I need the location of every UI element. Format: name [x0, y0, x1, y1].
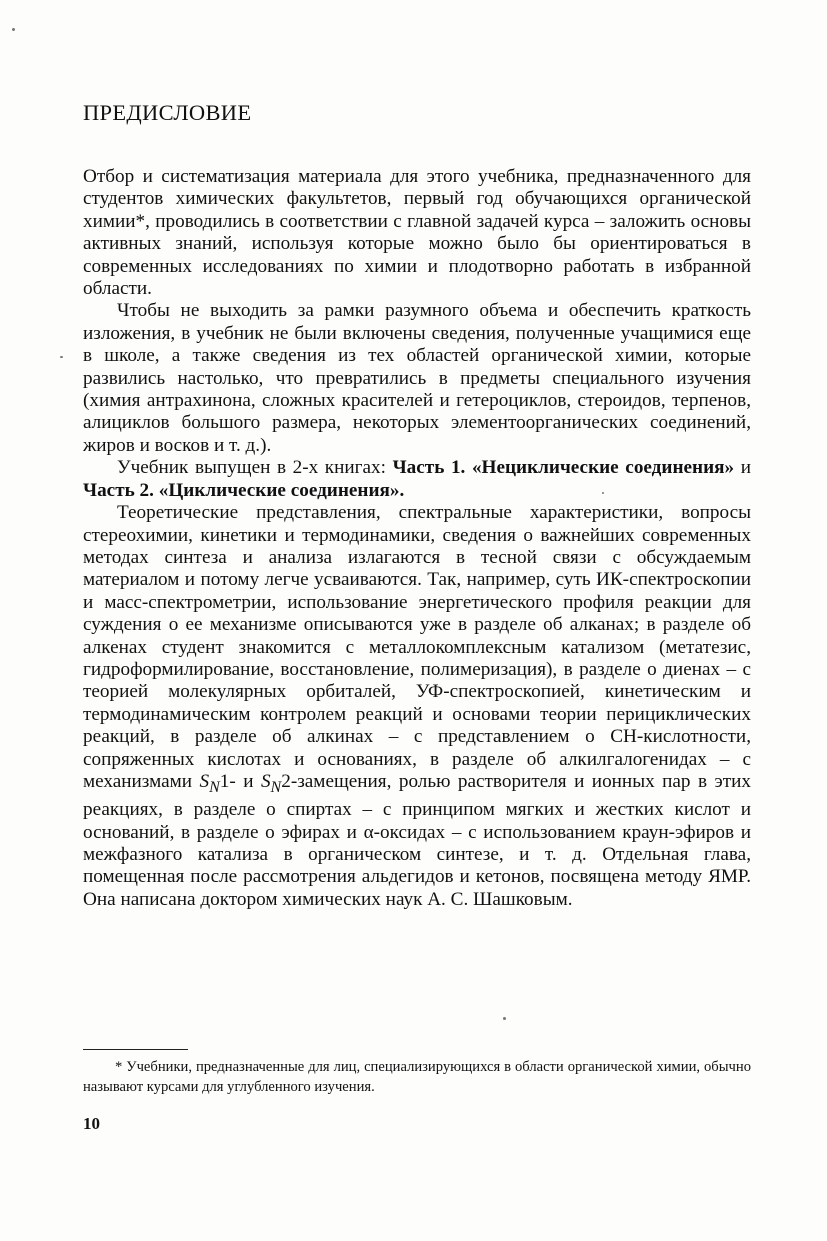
sn2-s: S — [260, 770, 271, 792]
page-number: 10 — [83, 1114, 100, 1133]
paragraph-4-part-a: Теоретические представления, спектральные характеристики, вопросы стереохимии, кинетики и термодинамики, сведения о важнейших современных методах синтеза и анализа излагаются в тесной связи с обсуждаемым материалом и потому легче усваиваются. Так, например, суть ИК-спектроскопии и масс-спектрометрии, использование энергетического профиля реакции для суждения о ее механизме описываются уже в разделе об алканах; в разделе об алкенах студент знакомится с металлокомплексным катализом (метатезис, гидроформилирование, восстановление, полимеризация), в разделе о диенах – с теорией молекулярных орбиталей, УФ-спектроскопией, кинетическим и термодинамическим контролем реакций и основами теории перициклических реакций, в разделе об алкинах – с представлением о СН-кислотности, сопряженных кислотах и основаниях, в разделе об алкилгалогенидах – с механизмами — [83, 502, 751, 792]
paragraph-4 — [83, 502, 751, 911]
book-part-2: Часть 2. «Циклические соединения». — [83, 479, 405, 501]
sn2-symbol — [260, 770, 282, 796]
book-part-1: Часть 1. «Нециклические соединения» — [392, 457, 735, 479]
sn2-subscript: N — [270, 778, 282, 796]
paragraph-1: Отбор и систематизация материала для этого учебника, предназначенного для студентов химических факультетов, первый год обучающихся органической химии*, проводились в соответствии с главной задачей курса – заложить основы активных знаний, используя которые можно было бы ориентироваться в современных исследованиях по химии и плодотворно работать в избранной области. — [83, 166, 751, 300]
scan-speck — [12, 28, 15, 31]
sn1-rest: 1- и — [219, 770, 261, 792]
footnote-rule — [83, 1049, 188, 1050]
paragraph-3-and: и — [734, 457, 751, 479]
paragraph-2: Чтобы не выходить за рамки разумного объема и обеспечить краткость изложения, в учебник не были включены сведения, полученные учащимися еще в школе, а также сведения из тех областей органической химии, которые развились настолько, что превратились в предметы специального изучения (химия антрахинона, сложных красителей и гетероциклов, стероидов, терпенов, алициклов большого размера, некоторых элементоорганических соединений, жиров и восков и т. д.). — [83, 300, 751, 456]
preface-body — [83, 166, 751, 911]
sn1-symbol — [199, 770, 220, 796]
sn1-s: S — [199, 770, 210, 792]
scan-speck — [60, 356, 63, 358]
sn1-subscript: N — [209, 778, 220, 796]
footnote-text: * Учебники, предназначенные для лиц, специализирующихся в области органической химии, обычно называют курсами для углубленного изучения. — [83, 1059, 751, 1095]
page-title: ПРЕДИСЛОВИЕ — [83, 100, 252, 125]
paragraph-3 — [83, 457, 751, 502]
paragraph-3-intro: Учебник выпущен в 2-х книгах: — [117, 457, 393, 479]
paragraph-4-part-b: 2-замещения, ролью растворителя и ионных пар в этих реакциях, в разделе о спиртах – с принципом мягких и жестких кислот и оснований, в разделе о эфирах и α-оксидах – с использованием краун-эфиров и межфазного катализа в органическом синтезе, и т. д. Отдельная глава, помещенная после рассмотрения альдегидов и кетонов, посвящена методу ЯМР. Она написана доктором химических наук А. С. Шашковым. — [83, 770, 751, 910]
scan-speck — [503, 1017, 506, 1020]
scan-speck — [602, 492, 604, 494]
footnote — [83, 1058, 751, 1097]
